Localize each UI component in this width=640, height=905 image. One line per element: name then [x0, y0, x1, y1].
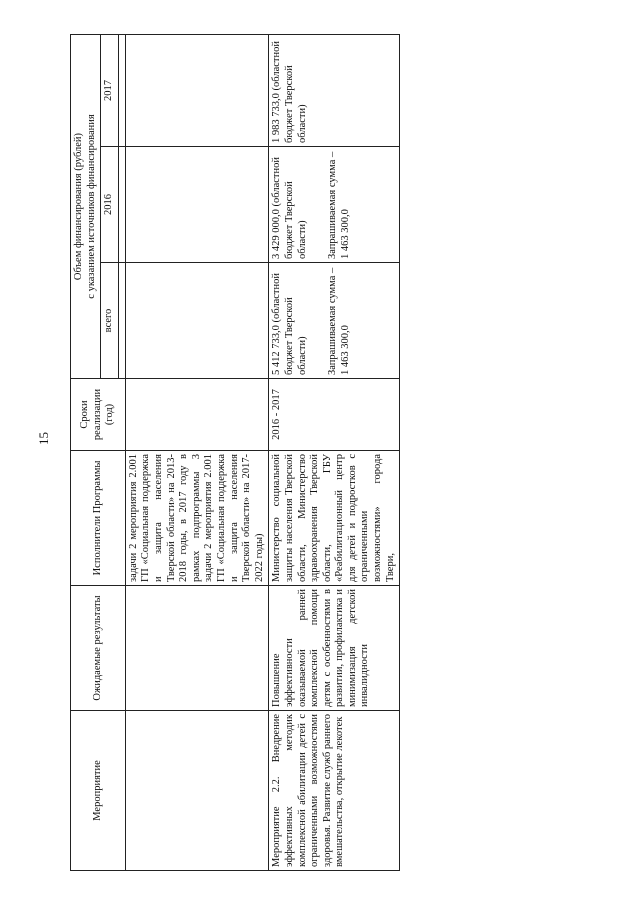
row2-total-amount: 5 412 733,0 (областной бюджет Тверской области): [271, 273, 308, 375]
row2-event: Мероприятие 2.2. Внедрение эффективных методик комплексной абилитации детей с ограниченными возможностями здоровья. Развитие служб раннего вмешательства, открытие лекотек: [269, 711, 400, 871]
header-funding-title: Объем финансирования (рублей): [73, 132, 84, 281]
row2-2016: [269, 147, 400, 263]
row1-total: [125, 263, 269, 379]
row1-executors: задачи 2 мероприятия 2.001 ГП «Социальная поддержка и защита населения Тверской области» на 2013-2018 годы, в 2017 году в рамках подпрограммы 3 задачи 2 мероприятия 2.001 ГП «Социальная поддержка и защита населения Тверской области» на 2017-2022 годы): [125, 451, 269, 586]
header-spacer-total: [118, 263, 125, 379]
header-2016: 2016: [101, 147, 119, 263]
row2-2017-amount: 1 983 733,0 (областной бюджет Тверской области): [271, 41, 308, 143]
header-row-1: [71, 34, 101, 870]
funding-table: [70, 34, 400, 871]
row2-2017: [269, 34, 400, 146]
funding-table-frame: [70, 35, 602, 871]
row1-2016: [125, 147, 269, 263]
table-row-2: [269, 34, 400, 870]
row2-2016-amount: 3 429 000,0 (областной бюджет Тверской области): [271, 157, 308, 259]
header-funding-sub: с указанием источников финансирования: [85, 114, 97, 299]
header-period: Сроки реализации (год): [71, 379, 126, 451]
header-executors: Исполнители Программы: [71, 451, 126, 586]
row2-total: [269, 263, 400, 379]
row1-2017: [125, 34, 269, 146]
row2-period: 2016 - 2017: [269, 379, 400, 451]
page-number: 15: [36, 432, 51, 445]
header-2017: 2017: [101, 34, 119, 146]
table-row-1: [125, 34, 269, 870]
header-event: Мероприятие: [71, 711, 126, 871]
header-spacer-2017: [118, 34, 125, 146]
row2-executors: Министерство социальной защиты населения Тверской области, Министерство здравоохранения Тверской области, ГБУ «Реабилитационный центр для детей и подростков с ограниченными возможностями» города Твери,: [269, 451, 400, 586]
row1-results: [125, 586, 269, 711]
row2-results: Повышение эффективности оказываемой ранней комплексной помощи детям с особенностями в развитии, профилактика и минимизация детской инвалидности: [269, 586, 400, 711]
header-funding: [71, 34, 101, 378]
row2-2016-requested: Запрашиваемая сумма – 1 463 300,0: [327, 151, 351, 259]
row1-event: [125, 711, 269, 871]
header-total: всего: [101, 263, 119, 379]
header-results: Ожидаемые результаты: [71, 586, 126, 711]
row2-total-requested: Запрашиваемая сумма – 1 463 300,0: [327, 267, 351, 375]
header-spacer-2016: [118, 147, 125, 263]
row1-period: [125, 379, 269, 451]
